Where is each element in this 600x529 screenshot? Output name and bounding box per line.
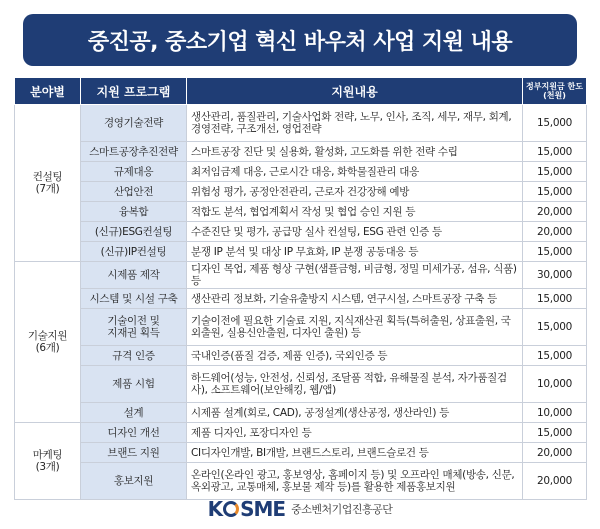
table-body [15,105,587,500]
limit-cell: 10,000 [523,403,587,423]
program-cell: 경영기술전략 [81,105,187,142]
content-cell: 제품 디자인, 포장디자인 등 [187,423,523,443]
program-cell: 기술이전 및 지재권 획득 [81,309,187,346]
page-title: 중진공, 중소기업 혁신 바우처 사업 지원 내용 [87,29,513,55]
limit-cell: 15,000 [523,182,587,202]
content-cell: 분쟁 IP 분석 및 대상 IP 무효화, IP 분쟁 공동대응 등 [187,242,523,262]
program-cell: 규격 인증 [81,346,187,366]
limit-cell: 15,000 [523,289,587,309]
program-cell: 산업안전 [81,182,187,202]
table-row [15,182,587,202]
footer [0,494,600,524]
category-cell: 기술지원 (6개) [15,262,81,423]
table-row [15,142,587,162]
content-cell: 시제품 설계(회로, CAD), 공정설계(생산공정, 생산라인) 등 [187,403,523,423]
program-cell: 디자인 개선 [81,423,187,443]
limit-cell: 20,000 [523,202,587,222]
content-cell: 기술이전에 필요한 기술료 지원, 지식재산권 획득(특허출원, 상표출원, 국외출원, 실용신안출원, 디자인 출원) 등 [187,309,523,346]
table-row [15,443,587,463]
program-cell: 홍보지원 [81,463,187,500]
header-limit: 정부지원금 한도(천원) [523,78,587,105]
limit-cell: 15,000 [523,309,587,346]
category-cell: 컨설팅 (7개) [15,105,81,262]
category-cell: 마케팅 (3개) [15,423,81,500]
table-row [15,309,587,346]
program-cell: 규제대응 [81,162,187,182]
program-cell: 브랜드 지원 [81,443,187,463]
header-category: 분야별 [15,78,81,105]
limit-cell: 20,000 [523,222,587,242]
support-table [14,77,587,500]
limit-cell: 15,000 [523,142,587,162]
kosme-logo: K SME [207,497,286,521]
table-row [15,222,587,242]
table-row [15,346,587,366]
content-cell: 적합도 분석, 협업계획서 작성 및 협업 승인 지원 등 [187,202,523,222]
content-cell: 생산관리 정보화, 기술유출방지 시스템, 연구시설, 스마트공장 구축 등 [187,289,523,309]
program-cell: 제품 시험 [81,366,187,403]
table-row [15,162,587,182]
program-cell: 설계 [81,403,187,423]
table-header-row [15,78,587,105]
content-cell: 위험성 평가, 공정안전관리, 근로자 건강장해 예방 [187,182,523,202]
limit-cell: 15,000 [523,346,587,366]
table-row [15,262,587,289]
limit-cell: 20,000 [523,463,587,500]
limit-cell: 15,000 [523,162,587,182]
program-cell: 시스템 및 시설 구축 [81,289,187,309]
limit-cell: 15,000 [523,423,587,443]
content-cell: 스마트공장 진단 및 실용화, 활성화, 고도화를 위한 전략 수립 [187,142,523,162]
header-program: 지원 프로그램 [81,78,187,105]
content-cell: 온라인(온라인 광고, 홍보영상, 홈페이지 등) 및 오프라인 매체(방송, 신문, 옥외광고, 교통매체, 홍보물 제작 등)를 활용한 제품홍보지원 [187,463,523,500]
program-cell: 스마트공장추진전략 [81,142,187,162]
table-row [15,242,587,262]
limit-cell: 15,000 [523,105,587,142]
program-cell: 융복합 [81,202,187,222]
limit-cell: 20,000 [523,443,587,463]
table-row [15,366,587,403]
header-content: 지원내용 [187,78,523,105]
table-row [15,202,587,222]
content-cell: 하드웨어(성능, 안전성, 신뢰성, 조달품 적합, 유해물질 분석, 자가품질검사), 소프트웨어(보안해킹, 웹/앱) [187,366,523,403]
content-cell: 생산관리, 품질관리, 기술사업화 전략, 노무, 인사, 조직, 세무, 재무, 회계, 경영전략, 구조개선, 영업전략 [187,105,523,142]
table-row [15,403,587,423]
table-row [15,423,587,443]
organization-name: 중소벤처기업진흥공단 [291,503,393,516]
content-cell: 최저임금제 대응, 근로시간 대응, 화학물질관리 대응 [187,162,523,182]
table-row [15,105,587,142]
program-cell: (신규)IP컨설팅 [81,242,187,262]
limit-cell: 30,000 [523,262,587,289]
limit-cell: 15,000 [523,242,587,262]
program-cell: (신규)ESG컨설팅 [81,222,187,242]
limit-cell: 10,000 [523,366,587,403]
content-cell: CI디자인개발, BI개발, 브랜드스토리, 브랜드슬로건 등 [187,443,523,463]
content-cell: 국내인증(품질 검증, 제품 인증), 국외인증 등 [187,346,523,366]
title-banner [23,14,577,66]
logo-o-mark-icon [223,501,239,517]
content-cell: 수준진단 및 평가, 공급망 실사 컨설팅, ESG 관련 인증 등 [187,222,523,242]
program-cell: 시제품 제작 [81,262,187,289]
table-row [15,289,587,309]
content-cell: 디자인 목업, 제품 형상 구현(샘플금형, 비금형, 정밀 미세가공, 섬유, 식품) 등 [187,262,523,289]
